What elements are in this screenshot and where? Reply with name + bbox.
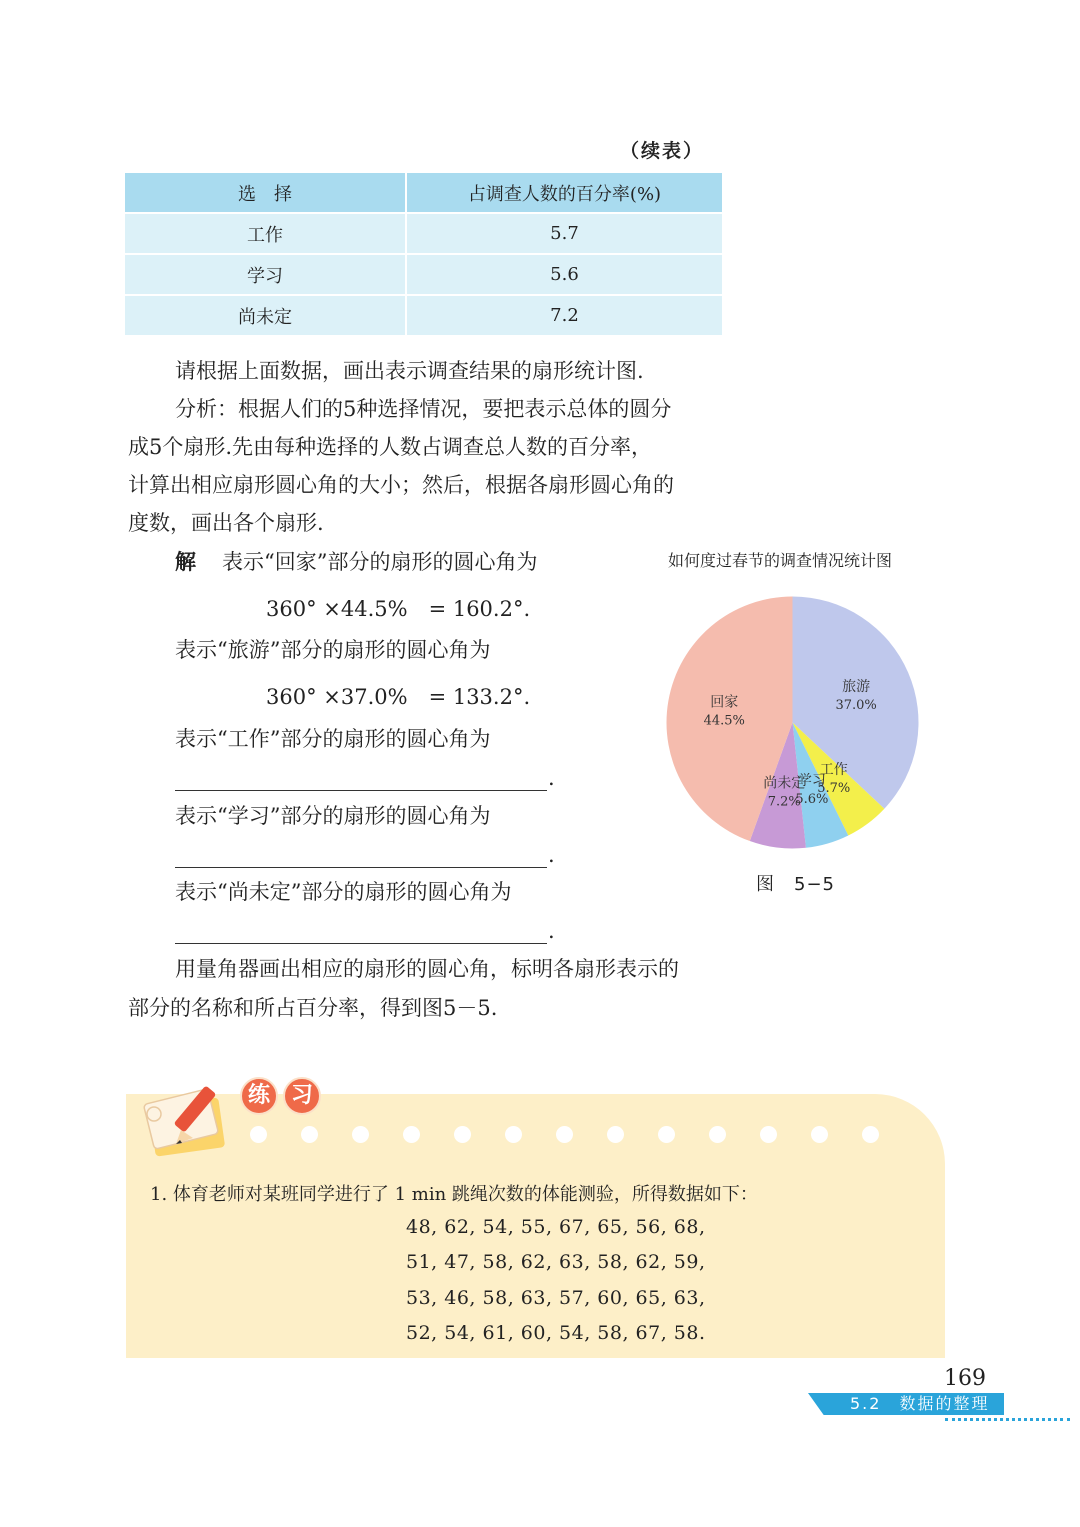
cell-choice: 工作 — [125, 213, 406, 254]
cell-percent: 5.7 — [406, 213, 722, 254]
figure-label: 图 5−5 — [756, 874, 835, 895]
blank-period: . — [548, 766, 555, 790]
decorative-dot — [811, 1126, 828, 1143]
blank-period: . — [548, 919, 555, 943]
conclusion-line: 用量角器画出相应的扇形的圆心角，标明各扇形表示的 — [175, 957, 679, 981]
blank-period: . — [548, 843, 555, 867]
continued-label: （续表） — [620, 140, 705, 162]
answer-blank-work[interactable] — [175, 789, 547, 791]
table-row — [125, 295, 722, 336]
section-title: 5.2 数据的整理 — [850, 1394, 990, 1413]
slice-percent-label: 5.6% — [795, 792, 829, 808]
decorative-dot — [250, 1126, 267, 1143]
slice-percent-label: 44.5% — [703, 713, 745, 729]
answer-blank-undecided[interactable] — [175, 942, 547, 944]
page-number: 169 — [944, 1366, 986, 1391]
data-line: 48, 62, 54, 55, 67, 65, 56, 68, — [406, 1216, 706, 1238]
pencil-paper-icon — [140, 1072, 255, 1162]
solution-line-undecided: 表示“尚未定”部分的扇形的圆心角为 — [175, 880, 512, 904]
analysis-line: 度数，画出各个扇形. — [128, 511, 324, 535]
equation-home: 360° ×44.5% = 160.2°. — [266, 597, 531, 621]
solution-line-travel: 表示“旅游”部分的扇形的圆心角为 — [175, 638, 491, 662]
exercise-badge-char: 习 — [283, 1077, 321, 1115]
cell-percent: 7.2 — [406, 295, 722, 336]
decorative-dot — [658, 1126, 675, 1143]
slice-name-label: 工作 — [819, 762, 848, 779]
table-row — [125, 254, 722, 295]
slice-name-label: 回家 — [710, 694, 739, 711]
slice-name-label: 旅游 — [842, 678, 871, 695]
decorative-dot — [505, 1126, 522, 1143]
decorative-dot — [607, 1126, 624, 1143]
section-dots — [945, 1418, 1070, 1421]
solution-line-study: 表示“学习”部分的扇形的圆心角为 — [175, 804, 491, 828]
cell-percent: 5.6 — [406, 254, 722, 295]
decorative-dot — [352, 1126, 369, 1143]
decorative-dot — [556, 1126, 573, 1143]
decorative-dot — [403, 1126, 420, 1143]
decorative-dot — [709, 1126, 726, 1143]
data-table — [125, 173, 722, 337]
cell-choice: 学习 — [125, 254, 406, 295]
slice-percent-label: 7.2% — [767, 794, 801, 810]
chart-title: 如何度过春节的调查情况统计图 — [668, 551, 893, 570]
solution-label: 解 — [175, 549, 196, 574]
decorative-dot — [862, 1126, 879, 1143]
table-row — [125, 213, 722, 254]
data-line: 53, 46, 58, 63, 57, 60, 65, 63, — [406, 1287, 706, 1309]
data-line: 52, 54, 61, 60, 54, 58, 67, 58. — [406, 1322, 706, 1344]
decorative-dot — [760, 1126, 777, 1143]
answer-blank-study[interactable] — [175, 866, 547, 868]
data-line: 51, 47, 58, 62, 63, 58, 62, 59, — [406, 1251, 706, 1273]
header-choice: 选 择 — [125, 173, 406, 213]
pie-chart — [655, 585, 930, 860]
exercise-badge-char: 练 — [240, 1077, 278, 1115]
equation-travel: 360° ×37.0% = 133.2°. — [266, 685, 531, 709]
instruction-text: 请根据上面数据，画出表示调查结果的扇形统计图. — [175, 359, 644, 383]
decorative-dots — [250, 1126, 890, 1144]
table-header-row — [125, 173, 722, 213]
decorative-dot — [301, 1126, 318, 1143]
slice-name-label: 学习 — [797, 773, 826, 790]
analysis-line: 计算出相应扇形圆心角的大小；然后，根据各扇形圆心角的 — [128, 473, 674, 497]
solution-line-work: 表示“工作”部分的扇形的圆心角为 — [175, 727, 491, 751]
cell-choice: 尚未定 — [125, 295, 406, 336]
analysis-line: 成5个扇形.先由每种选择的人数占调查总人数的百分率， — [128, 435, 653, 459]
header-percent: 占调查人数的百分率(%) — [406, 173, 722, 213]
conclusion-line: 部分的名称和所占百分率，得到图5－5. — [128, 996, 498, 1020]
slice-percent-label: 5.7% — [817, 781, 851, 797]
decorative-dot — [454, 1126, 471, 1143]
solution-line-home: 表示“回家”部分的扇形的圆心角为 — [222, 550, 538, 574]
analysis-line: 分析：根据人们的5种选择情况，要把表示总体的圆分 — [175, 397, 672, 421]
exercise-question-1: 1. 体育老师对某班同学进行了 1 min 跳绳次数的体能测验，所得数据如下： — [150, 1184, 758, 1205]
slice-percent-label: 37.0% — [835, 697, 877, 713]
slice-name-label: 尚未定 — [763, 775, 806, 792]
